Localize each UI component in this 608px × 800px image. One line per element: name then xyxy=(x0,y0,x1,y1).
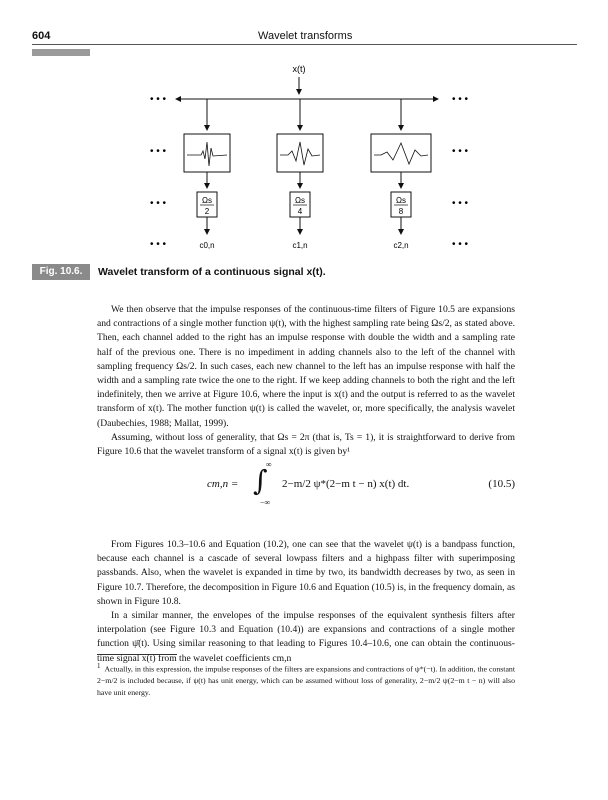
ellipsis-left-row3: • • • xyxy=(149,198,167,209)
filter-box-1 xyxy=(277,134,323,172)
ellipsis-right-row4: • • • xyxy=(451,239,469,250)
ellipsis-right-row2: • • • xyxy=(451,146,469,157)
footnote-text: Actually, in this expression, the impulse responses of the filters are expansions and contractions of ψ*(−t). In addition, the constant 2−m/2 is included because, if ψ(t) has unit energy, which can be assumed without loss of generality, 2−m/2 ψ(2−m t − n) will also have unit energy. xyxy=(97,664,515,697)
downsampler-factor-2: 8 xyxy=(398,207,404,216)
wavelet-transform-diagram xyxy=(0,58,608,258)
integral-lower-limit: −∞ xyxy=(260,498,271,507)
downsampler-factor-1: 4 xyxy=(297,207,303,216)
equation-number: (10.5) xyxy=(488,478,515,490)
channel-0 xyxy=(184,99,230,250)
filter-box-2 xyxy=(371,134,431,172)
footnote-mark: 1 xyxy=(97,662,101,670)
figure-caption: Wavelet transform of a continuous signal x(t). xyxy=(98,266,326,278)
ellipsis-right-row1: • • • xyxy=(451,94,469,105)
page-number: 604 xyxy=(32,30,51,42)
paragraph-2: Assuming, without loss of generality, that Ωs = 2π (that is, Ts = 1), it is straightforward to derive from Figure 10.6 that the wavelet transform of a signal x(t) is given by¹ xyxy=(97,431,515,458)
body-text-top xyxy=(97,303,515,459)
ellipsis-left-row1: • • • xyxy=(149,94,167,105)
paragraph-3: From Figures 10.3–10.6 and Equation (10.2), one can see that the wavelet ψ(t) is a bandpass function, because each channel is a cascade of several lowpass filters and a highpass filter with superimposing passbands. Also, when the wavelet is expanded in time by two, its bandwidth decreases by two, as seen in Figure 10.7. Therefore, the decomposition in Figure 10.6 and Equation (10.5) is, in the frequency domain, as shown in Figure 10.8. xyxy=(97,539,515,607)
channel-2 xyxy=(371,99,431,250)
channel-1 xyxy=(277,99,323,250)
ellipsis-left-row4: • • • xyxy=(149,239,167,250)
output-label-2: c2,n xyxy=(393,241,409,250)
integral-sign: ∫ xyxy=(253,464,268,497)
ellipsis-left-row2: • • • xyxy=(149,146,167,157)
equation-10-5 xyxy=(97,460,515,510)
equation-integrand: 2−m/2 ψ*(2−m t − n) x(t) dt. xyxy=(282,478,410,490)
output-label-0: c0,n xyxy=(199,241,215,250)
equation-lhs: cm,n = xyxy=(207,478,239,490)
footnote-rule xyxy=(97,654,177,655)
downsampler-omega-1: Ωs xyxy=(295,196,305,205)
running-title: Wavelet transforms xyxy=(258,30,353,42)
downsampler-omega-2: Ωs xyxy=(396,196,406,205)
downsampler-omega-0: Ωs xyxy=(202,196,212,205)
paragraph-1: We then observe that the impulse responses of the continuous-time filters of Figure 10.5 are expansions and contractions of a single mother function ψ(t), with the highest sampling rate being Ωs/2, as stated above. Then, each channel added to the right has an impulse response with double the width and a sampling rate half of the previous one. There is no impediment in adding channels also to the left of the channel with sampling frequency Ωs/2. In such cases, each new channel to the left has an impulse response with half the width and a sampling rate twice the one to the right. If we keep adding channels to both the right and the left indefinitely, then we arrive at Figure 10.6, where the input is x(t) and the output is referred to as the wavelet transform of x(t). The mother function ψ(t) is called the wavelet, or, more specifically, the analysis wavelet (Daubechies, 1988; Mallat, 1999). xyxy=(97,304,515,429)
integral-upper-limit: ∞ xyxy=(266,460,272,469)
header-rule xyxy=(32,44,577,45)
output-label-1: c1,n xyxy=(292,241,308,250)
header-marker-bar xyxy=(32,49,90,56)
downsampler-factor-0: 2 xyxy=(204,207,210,216)
paragraph-4: In a similar manner, the envelopes of the impulse responses of the equivalent synthesis filters after interpolation (see Figure 10.3 and Equation (10.4)) are expansions and contractions of a single mother function ψ̄(t). Using similar reasoning to that leading to Figures 10.4–10.6, one can obtain the continuous-time signal x(t) from the wavelet coefficients cm,n xyxy=(97,610,515,664)
figure-tag: Fig. 10.6. xyxy=(32,264,90,280)
footnote xyxy=(97,661,515,698)
input-label: x(t) xyxy=(292,64,306,74)
ellipsis-right-row3: • • • xyxy=(451,198,469,209)
body-text-bottom xyxy=(97,538,515,666)
filter-box-0 xyxy=(184,134,230,172)
